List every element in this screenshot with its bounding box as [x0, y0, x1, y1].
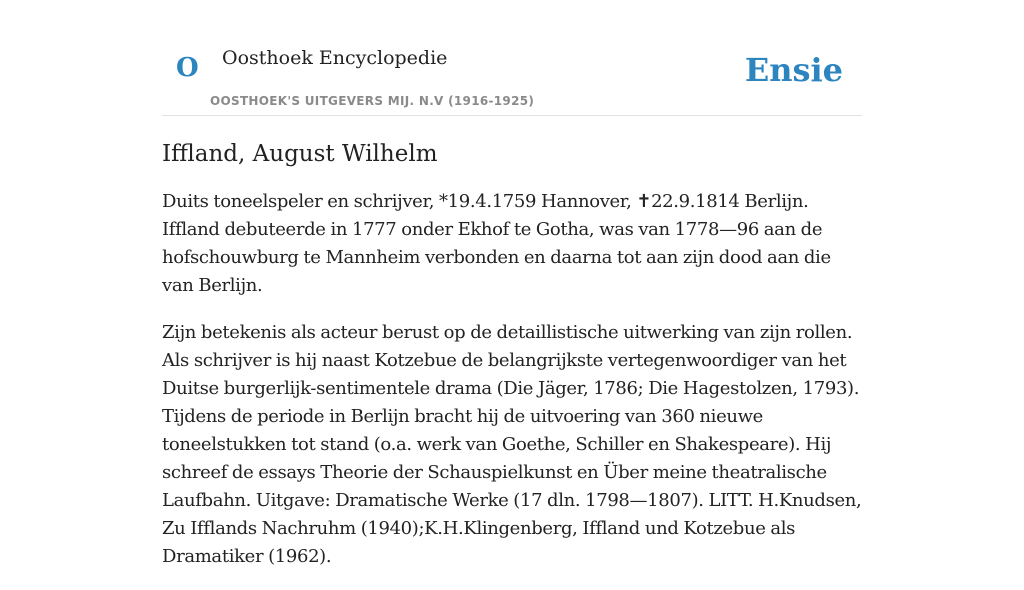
encyclopedia-logo[interactable]: O	[176, 53, 199, 83]
article-paragraph-2: Zijn betekenis als acteur berust op de detaillistische uitwerking van zijn rollen. Als schrijver is hij naast Kotzebue de belangrijkste vertegenwoordiger van het Duitse burgerlijk-sentimentele drama (Die Jäger, 1786; Die Hagestolzen, 1793). Tijdens de periode in Berlijn bracht hij de uitvoering van 360 nieuwe toneelstukken tot stand (o.a. werk van Goethe, Schiller en Shakespeare). Hij schreef de essays Theorie der Schauspielkunst en Über meine theatralische Laufbahn. Uitgave: Dramatische Werke (17 dln. 1798—1807). LITT. H.Knudsen, Zu Ifflands Nachruhm (1940);K.H.Klingenberg, Iffland und Kotzebue als Dramatiker (1962).	[162, 322, 862, 567]
article-title: Iffland, August Wilhelm	[162, 141, 438, 167]
article-paragraph-1: Duits toneelspeler en schrijver, *19.4.1759 Hannover, ✝22.9.1814 Berlijn. Iffland debuteerde in 1777 onder Ekhof te Gotha, was van 1778—96 aan de hofschouwburg te Mannheim verbonden en daarna tot aan zijn dood aan die van Berlijn.	[162, 191, 831, 296]
publisher-label: OOSTHOEK'S UITGEVERS MIJ. N.V (1916-1925)	[210, 94, 535, 108]
article	[162, 138, 864, 590]
ensie-brand-link[interactable]: Ensie	[744, 51, 843, 89]
encyclopedia-title-link[interactable]: Oosthoek Encyclopedie	[222, 47, 448, 69]
site-header	[162, 0, 862, 116]
